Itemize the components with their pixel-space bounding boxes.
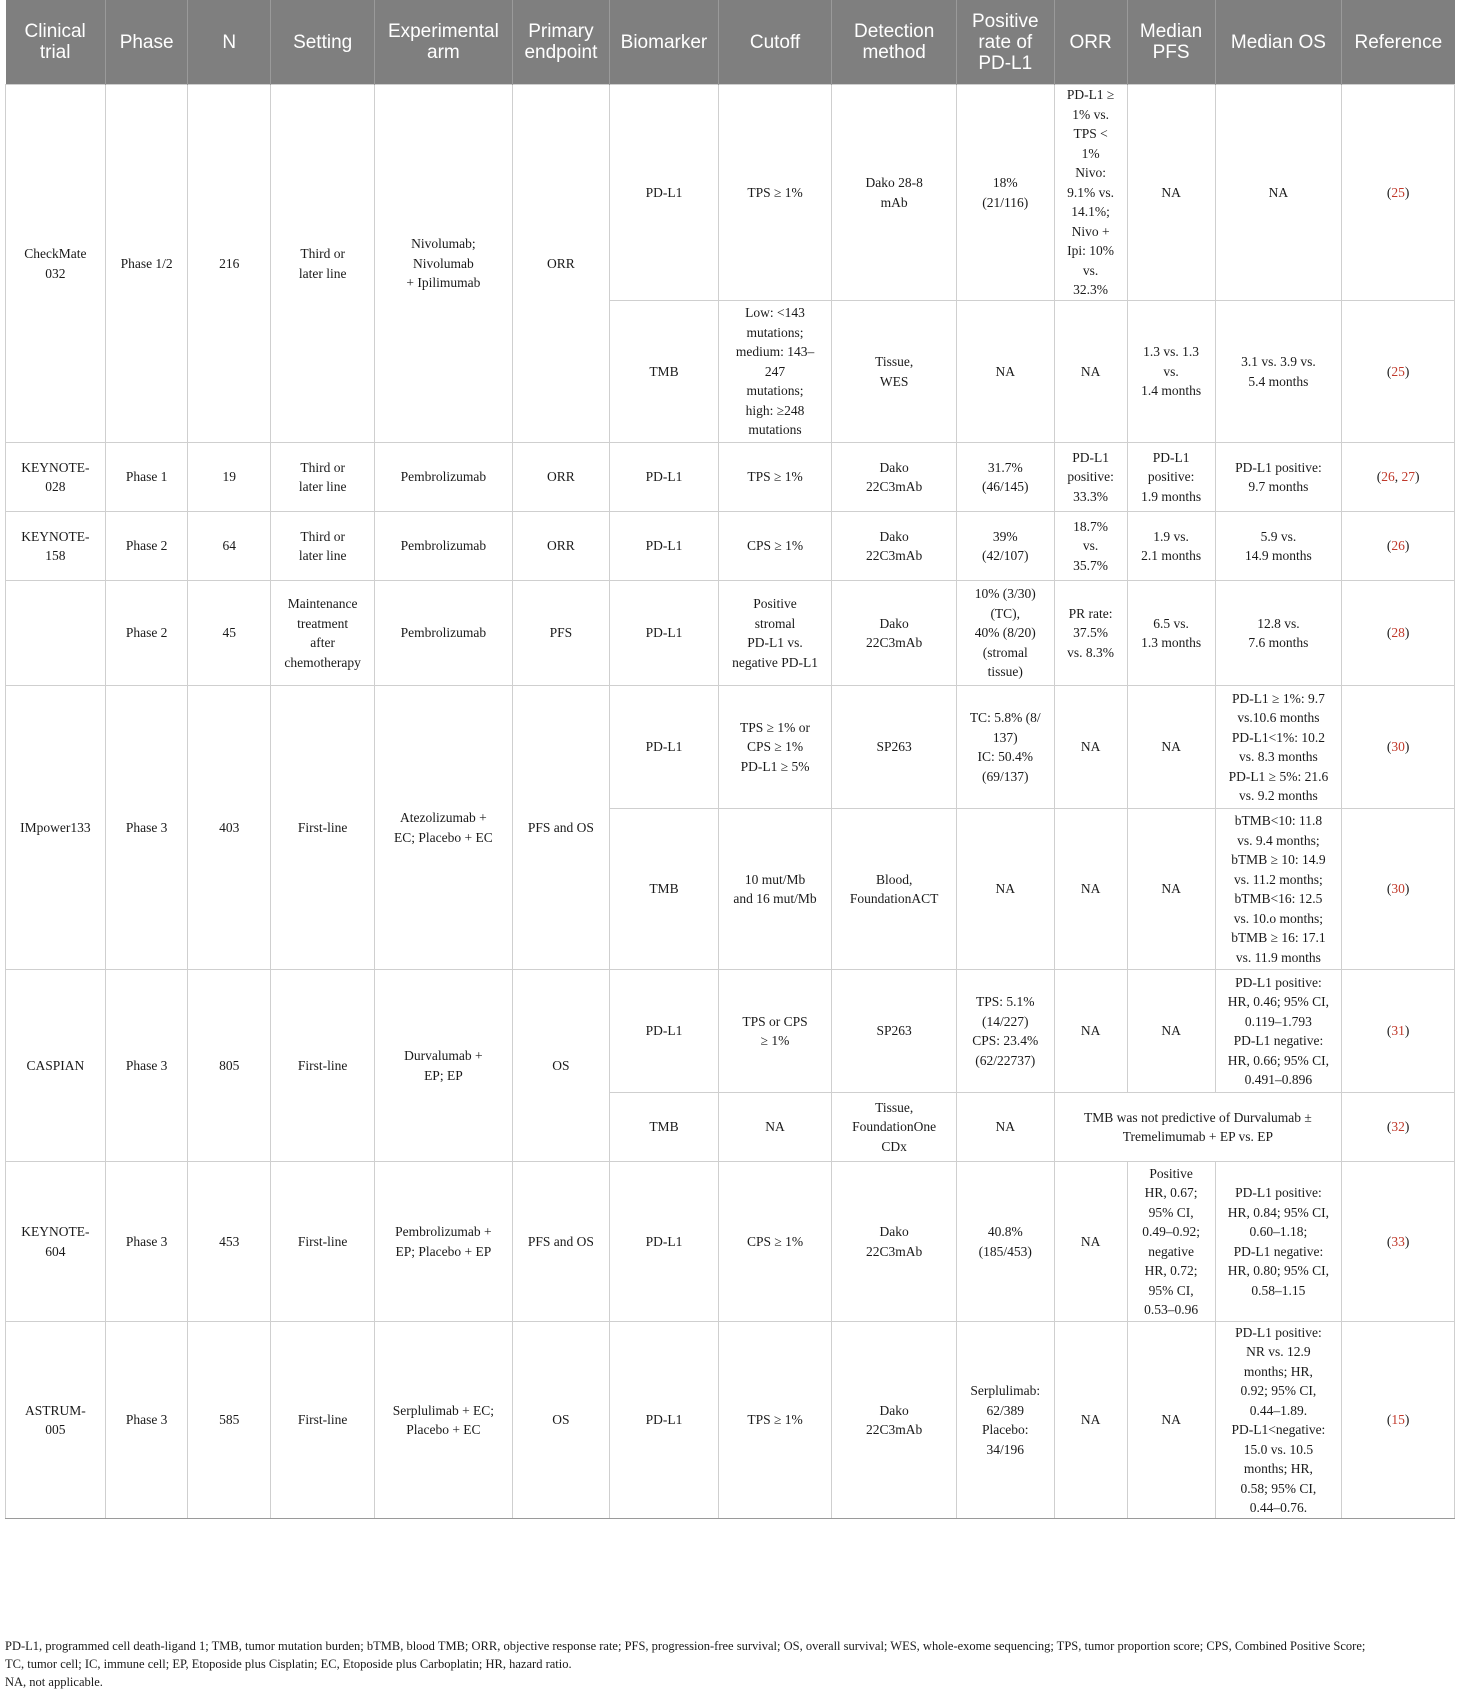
primary-endpoint-cell: PFS and OS [512, 1162, 610, 1322]
positive-rate-cell: NA [956, 809, 1054, 970]
positive-rate-cell: 40.8% (185/453) [956, 1162, 1054, 1322]
header-setting: Setting [271, 0, 375, 85]
cutoff-cell: TPS ≥ 1% [718, 85, 832, 301]
reference-link[interactable]: 32 [1391, 1119, 1405, 1135]
phase-cell: Phase 2 [105, 581, 188, 686]
cutoff-cell: CPS ≥ 1% [718, 512, 832, 581]
reference-cell: (25) [1342, 85, 1455, 301]
median-pfs-cell: PD-L1 positive: 1.9 months [1127, 443, 1215, 512]
positive-rate-cell: TPS: 5.1% (14/227) CPS: 23.4% (62/22737) [956, 970, 1054, 1093]
detection-method-cell: Dako 28-8 mAb [832, 85, 957, 301]
orr-cell: NA [1054, 970, 1127, 1093]
reference-link[interactable]: 15 [1391, 1412, 1405, 1428]
table-row [6, 1162, 1455, 1322]
biomarker-cell: PD-L1 [610, 1322, 718, 1519]
table-header-row [6, 0, 1455, 85]
header-detection-method: Detection method [832, 0, 957, 85]
primary-endpoint-cell: ORR [512, 512, 610, 581]
n-cell: 403 [188, 686, 271, 970]
positive-rate-cell: NA [956, 301, 1054, 443]
header-primary-endpoint: Primary endpoint [512, 0, 610, 85]
table-body [6, 85, 1455, 1519]
header-orr: ORR [1054, 0, 1127, 85]
cutoff-cell: Positive stromal PD-L1 vs. negative PD-L1 [718, 581, 832, 686]
median-os-cell: 3.1 vs. 3.9 vs. 5.4 months [1215, 301, 1342, 443]
table-row [6, 970, 1455, 1093]
experimental-arm-cell: Serplulimab + EC; Placebo + EC [375, 1322, 512, 1519]
biomarker-cell: TMB [610, 809, 718, 970]
positive-rate-cell: 18% (21/116) [956, 85, 1054, 301]
reference-cell: (26) [1342, 512, 1455, 581]
biomarker-cell: TMB [610, 1093, 718, 1162]
median-pfs-cell: NA [1127, 809, 1215, 970]
primary-endpoint-cell: ORR [512, 443, 610, 512]
detection-method-cell: Tissue, WES [832, 301, 957, 443]
header-clinical-trial: Clinical trial [6, 0, 106, 85]
median-os-cell: NA [1215, 85, 1342, 301]
phase-cell: Phase 3 [105, 686, 188, 970]
positive-rate-cell: 31.7% (46/145) [956, 443, 1054, 512]
clinical-trial-cell: IMpower133 [6, 686, 106, 970]
median-pfs-cell: NA [1127, 1322, 1215, 1519]
footnote-line: TC, tumor cell; IC, immune cell; EP, Etoposide plus Cisplatin; EC, Etoposide plus Carboplatin; HR, hazard ratio. [5, 1657, 572, 1671]
median-os-cell: PD-L1 positive: HR, 0.46; 95% CI, 0.119–1.793 PD-L1 negative: HR, 0.66; 95% CI, 0.491–0.896 [1215, 970, 1342, 1093]
primary-endpoint-cell: PFS [512, 581, 610, 686]
n-cell: 19 [188, 443, 271, 512]
table-row [6, 581, 1455, 686]
phase-cell: Phase 1 [105, 443, 188, 512]
biomarker-cell: PD-L1 [610, 85, 718, 301]
detection-method-cell: Dako 22C3mAb [832, 1162, 957, 1322]
biomarker-cell: TMB [610, 301, 718, 443]
cutoff-cell: TPS ≥ 1% [718, 1322, 832, 1519]
reference-link[interactable]: 27 [1401, 469, 1415, 485]
header-experimental-arm: Experimental arm [375, 0, 512, 85]
header-biomarker: Biomarker [610, 0, 718, 85]
clinical-trial-cell [6, 581, 106, 686]
cutoff-cell: Low: <143 mutations; medium: 143– 247 mutations; high: ≥248 mutations [718, 301, 832, 443]
orr-cell: NA [1054, 301, 1127, 443]
n-cell: 805 [188, 970, 271, 1162]
phase-cell: Phase 1/2 [105, 85, 188, 443]
positive-rate-cell: NA [956, 1093, 1054, 1162]
median-os-cell: PD-L1 positive: 9.7 months [1215, 443, 1342, 512]
median-pfs-cell: 1.3 vs. 1.3 vs. 1.4 months [1127, 301, 1215, 443]
detection-method-cell: Tissue, FoundationOne CDx [832, 1093, 957, 1162]
reference-cell: (33) [1342, 1162, 1455, 1322]
median-os-cell: PD-L1 ≥ 1%: 9.7 vs.10.6 months PD-L1<1%: 10.2 vs. 8.3 months PD-L1 ≥ 5%: 21.6 vs. 9.2 months [1215, 686, 1342, 809]
header-median-os: Median OS [1215, 0, 1342, 85]
median-pfs-cell: 6.5 vs. 1.3 months [1127, 581, 1215, 686]
setting-cell: Third or later line [271, 443, 375, 512]
merged-result-cell: TMB was not predictive of Durvalumab ± Tremelimumab + EP vs. EP [1054, 1093, 1342, 1162]
detection-method-cell: Dako 22C3mAb [832, 512, 957, 581]
positive-rate-cell: TC: 5.8% (8/ 137) IC: 50.4% (69/137) [956, 686, 1054, 809]
clinical-trials-table [5, 0, 1455, 1519]
phase-cell: Phase 2 [105, 512, 188, 581]
positive-rate-cell: 10% (3/30) (TC), 40% (8/20) (stromal tissue) [956, 581, 1054, 686]
experimental-arm-cell: Atezolizumab + EC; Placebo + EC [375, 686, 512, 970]
reference-cell: (31) [1342, 970, 1455, 1093]
n-cell: 216 [188, 85, 271, 443]
reference-link[interactable]: 25 [1391, 363, 1405, 379]
median-os-cell: PD-L1 positive: NR vs. 12.9 months; HR, 0.92; 95% CI, 0.44–1.89. PD-L1<negative: 15.0 vs. 10.5 months; HR, 0.58; 95% CI, 0.44–0.76. [1215, 1322, 1342, 1519]
setting-cell: Third or later line [271, 512, 375, 581]
cutoff-cell: TPS or CPS ≥ 1% [718, 970, 832, 1093]
cutoff-cell: TPS ≥ 1% or CPS ≥ 1% PD-L1 ≥ 5% [718, 686, 832, 809]
footnote-line: NA, not applicable. [5, 1675, 103, 1689]
table-row [6, 443, 1455, 512]
n-cell: 585 [188, 1322, 271, 1519]
primary-endpoint-cell: ORR [512, 85, 610, 443]
header-cutoff: Cutoff [718, 0, 832, 85]
orr-cell: 18.7% vs. 35.7% [1054, 512, 1127, 581]
setting-cell: First-line [271, 1162, 375, 1322]
cutoff-cell: NA [718, 1093, 832, 1162]
clinical-trial-cell: CASPIAN [6, 970, 106, 1162]
primary-endpoint-cell: PFS and OS [512, 686, 610, 970]
experimental-arm-cell: Pembrolizumab + EP; Placebo + EP [375, 1162, 512, 1322]
orr-cell: NA [1054, 809, 1127, 970]
setting-cell: First-line [271, 970, 375, 1162]
reference-cell: (26, 27) [1342, 443, 1455, 512]
table-row [6, 512, 1455, 581]
footnote-line: PD-L1, programmed cell death-ligand 1; TMB, tumor mutation burden; bTMB, blood TMB; ORR, objective response rate; PFS, progression-free survival; OS, overall survival; WES, whole-exome sequencing; TPS, tumor proportion score; CPS, Combined Positive Score; [5, 1639, 1366, 1653]
positive-rate-cell: 39% (42/107) [956, 512, 1054, 581]
biomarker-cell: PD-L1 [610, 686, 718, 809]
reference-link[interactable]: 25 [1391, 184, 1405, 200]
primary-endpoint-cell: OS [512, 970, 610, 1162]
n-cell: 453 [188, 1162, 271, 1322]
header-phase: Phase [105, 0, 188, 85]
reference-cell: (28) [1342, 581, 1455, 686]
median-pfs-cell: NA [1127, 970, 1215, 1093]
table-row [6, 1322, 1455, 1519]
orr-cell: PD-L1 ≥ 1% vs. TPS < 1% Nivo: 9.1% vs. 14.1%; Nivo + Ipi: 10% vs. 32.3% [1054, 85, 1127, 301]
biomarker-cell: PD-L1 [610, 1162, 718, 1322]
median-os-cell: 5.9 vs. 14.9 months [1215, 512, 1342, 581]
setting-cell: First-line [271, 1322, 375, 1519]
reference-link[interactable]: 26 [1381, 469, 1395, 485]
median-os-cell: PD-L1 positive: HR, 0.84; 95% CI, 0.60–1.18; PD-L1 negative: HR, 0.80; 95% CI, 0.58–1.15 [1215, 1162, 1342, 1322]
orr-cell: PD-L1 positive: 33.3% [1054, 443, 1127, 512]
n-cell: 45 [188, 581, 271, 686]
orr-cell: NA [1054, 686, 1127, 809]
experimental-arm-cell: Pembrolizumab [375, 443, 512, 512]
table-row [6, 85, 1455, 301]
experimental-arm-cell: Durvalumab + EP; EP [375, 970, 512, 1162]
clinical-trial-cell: KEYNOTE- 028 [6, 443, 106, 512]
median-pfs-cell: Positive HR, 0.67; 95% CI, 0.49–0.92; negative HR, 0.72; 95% CI, 0.53–0.96 [1127, 1162, 1215, 1322]
reference-link[interactable]: 28 [1391, 625, 1405, 641]
orr-cell: PR rate: 37.5% vs. 8.3% [1054, 581, 1127, 686]
detection-method-cell: Blood, FoundationACT [832, 809, 957, 970]
biomarker-cell: PD-L1 [610, 443, 718, 512]
phase-cell: Phase 3 [105, 1162, 188, 1322]
detection-method-cell: Dako 22C3mAb [832, 1322, 957, 1519]
header-median-pfs: Median PFS [1127, 0, 1215, 85]
experimental-arm-cell: Pembrolizumab [375, 581, 512, 686]
median-os-cell: 12.8 vs. 7.6 months [1215, 581, 1342, 686]
reference-cell: (32) [1342, 1093, 1455, 1162]
primary-endpoint-cell: OS [512, 1322, 610, 1519]
reference-cell: (15) [1342, 1322, 1455, 1519]
clinical-trial-cell: KEYNOTE- 158 [6, 512, 106, 581]
setting-cell: Maintenance treatment after chemotherapy [271, 581, 375, 686]
median-os-cell: bTMB<10: 11.8 vs. 9.4 months; bTMB ≥ 10: 14.9 vs. 11.2 months; bTMB<16: 12.5 vs. 10.o months; bTMB ≥ 16: 17.1 vs. 11.9 months [1215, 809, 1342, 970]
setting-cell: First-line [271, 686, 375, 970]
cutoff-cell: TPS ≥ 1% [718, 443, 832, 512]
phase-cell: Phase 3 [105, 1322, 188, 1519]
setting-cell: Third or later line [271, 85, 375, 443]
reference-cell: (30) [1342, 686, 1455, 809]
biomarker-cell: PD-L1 [610, 512, 718, 581]
clinical-trial-cell: KEYNOTE- 604 [6, 1162, 106, 1322]
header-reference: Reference [1342, 0, 1455, 85]
clinical-trial-cell: CheckMate 032 [6, 85, 106, 443]
phase-cell: Phase 3 [105, 970, 188, 1162]
detection-method-cell: SP263 [832, 970, 957, 1093]
positive-rate-cell: Serplulimab: 62/389 Placebo: 34/196 [956, 1322, 1054, 1519]
reference-link[interactable]: 31 [1391, 1023, 1405, 1039]
n-cell: 64 [188, 512, 271, 581]
clinical-trial-cell: ASTRUM- 005 [6, 1322, 106, 1519]
reference-link[interactable]: 30 [1391, 739, 1405, 755]
experimental-arm-cell: Pembrolizumab [375, 512, 512, 581]
median-pfs-cell: 1.9 vs. 2.1 months [1127, 512, 1215, 581]
detection-method-cell: Dako 22C3mAb [832, 443, 957, 512]
median-pfs-cell: NA [1127, 686, 1215, 809]
orr-cell: NA [1054, 1322, 1127, 1519]
table-footnote [5, 1637, 1455, 1691]
median-pfs-cell: NA [1127, 85, 1215, 301]
table-row [6, 686, 1455, 809]
experimental-arm-cell: Nivolumab; Nivolumab + Ipilimumab [375, 85, 512, 443]
reference-cell: (25) [1342, 301, 1455, 443]
cutoff-cell: 10 mut/Mb and 16 mut/Mb [718, 809, 832, 970]
table-container [5, 0, 1455, 1519]
reference-cell: (30) [1342, 809, 1455, 970]
detection-method-cell: Dako 22C3mAb [832, 581, 957, 686]
biomarker-cell: PD-L1 [610, 970, 718, 1093]
detection-method-cell: SP263 [832, 686, 957, 809]
orr-cell: NA [1054, 1162, 1127, 1322]
reference-link[interactable]: 30 [1391, 881, 1405, 897]
cutoff-cell: CPS ≥ 1% [718, 1162, 832, 1322]
header-positive-rate: Positive rate of PD-L1 [956, 0, 1054, 85]
reference-link[interactable]: 33 [1391, 1233, 1405, 1249]
biomarker-cell: PD-L1 [610, 581, 718, 686]
header-n: N [188, 0, 271, 85]
reference-link[interactable]: 26 [1391, 538, 1405, 554]
